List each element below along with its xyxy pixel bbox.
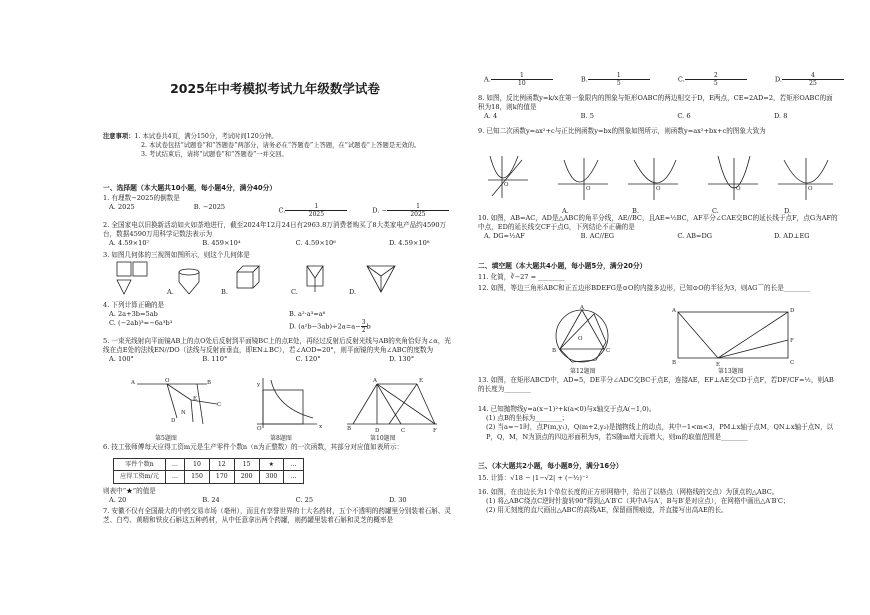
q3-option-c: C. bbox=[291, 288, 298, 296]
q6-table bbox=[113, 458, 304, 483]
figure-13-caption: 第13题图 bbox=[718, 368, 744, 375]
q9-stem: 9. 已知二次函数y=ax²+c与正比例函数y=bx的图象如图所示，则函数y=ax²+bx+c的图象大致为 bbox=[478, 127, 766, 135]
svg-text:F: F bbox=[790, 338, 794, 344]
svg-text:B: B bbox=[347, 426, 352, 432]
q16-part-2: (2) 用无刻度的直尺画出△ABC的高线AE，保留画图痕迹，并直接写出高AE的长。 bbox=[486, 506, 728, 515]
q7-option-b: B. $\frac{1}{5}$ bbox=[581, 72, 650, 87]
q1-option-b: B. −2025 bbox=[193, 203, 226, 212]
q8-option-d: D. 8 bbox=[773, 112, 788, 121]
figures-12-13 bbox=[548, 306, 818, 366]
question-6 bbox=[103, 443, 453, 505]
svg-text:O: O bbox=[165, 378, 170, 384]
q6-option-c: C. 25 bbox=[295, 495, 314, 504]
table-cell: 12 bbox=[209, 459, 234, 471]
question-2 bbox=[103, 221, 453, 249]
question-4 bbox=[103, 301, 453, 334]
question-9 bbox=[478, 127, 838, 136]
svg-text:D: D bbox=[375, 428, 380, 434]
question-14 bbox=[478, 405, 838, 442]
table-cell: 300 bbox=[259, 471, 284, 483]
svg-text:D: D bbox=[171, 418, 176, 424]
q9-option-d: D. bbox=[784, 207, 792, 215]
q5-option-b: B. 110° bbox=[202, 355, 228, 364]
svg-text:O: O bbox=[257, 426, 262, 432]
q14-part-2: (2) 当a=−1时，点P(m,y₁)，Q(m+2,y₂)是抛物线上的动点，其中−1<m<3，PM⊥x轴于点M，QN⊥x轴于点N，以P，Q，M，N为顶点的四边形面积为S，若S随m增大而增大，则m的取值范围是________ bbox=[486, 423, 834, 441]
q4-option-a: A. 2a+3b=5ab bbox=[109, 310, 158, 319]
notice-line-1: 1. 本试卷共4页，满分150分，考试时间120分钟。 bbox=[134, 133, 278, 140]
q10-option-b: B. AC//EG bbox=[580, 232, 615, 241]
q8-option-b: B. 5 bbox=[580, 112, 594, 121]
svg-text:E: E bbox=[716, 362, 721, 368]
table-cell: 170 bbox=[209, 471, 234, 483]
svg-text:C: C bbox=[790, 360, 795, 366]
table-cell: ★ bbox=[259, 459, 284, 471]
q6-option-a: A. 20 bbox=[109, 495, 127, 504]
table-cell: 200 bbox=[234, 471, 259, 483]
q4-row-2 bbox=[103, 319, 453, 334]
q10-stem: 10. 如图，AB=AC，AD是△ABC的角平分线，AE//BC，且AE=½BC，AF平分∠CAE交BC的延长线于点F，点G为AF的中点，ED的延长线交CF于点G，下列结论不正确的是 bbox=[478, 214, 838, 232]
table-cell: 应得工资m/元 bbox=[114, 471, 166, 483]
svg-text:O: O bbox=[656, 186, 661, 192]
table-cell: 零件个数n bbox=[114, 459, 166, 471]
q4-option-b: B. a²·a³=a⁶ bbox=[289, 310, 326, 319]
question-12: 12. 如图，等边三角形ABC和正五边形BDEFG是⊙O的内接多边形，已知⊙O的半径为3，则AG⌒的长是________ bbox=[478, 284, 811, 292]
q14-stem: 14. 已知抛物线y=a(x−1)²+k(a<0)与x轴交于点A(−1,0)。 bbox=[478, 405, 656, 413]
svg-text:O: O bbox=[504, 182, 509, 188]
question-7 bbox=[103, 507, 453, 525]
figure-8-caption: 第8题图 bbox=[270, 435, 292, 442]
q3-option-b: B. bbox=[221, 288, 228, 296]
q10-option-a: A. DG=½AF bbox=[484, 232, 525, 241]
svg-text:C: C bbox=[217, 402, 222, 408]
q1-stem: 1. 有理数−2025的倒数是 bbox=[103, 194, 180, 202]
svg-text:O: O bbox=[586, 186, 591, 192]
svg-text:O: O bbox=[736, 186, 741, 192]
svg-text:x: x bbox=[319, 424, 323, 430]
q2-option-b: B. 459×10⁴ bbox=[202, 239, 241, 248]
notice-label: 注意事项： bbox=[103, 133, 135, 140]
q7-option-c: C. $\frac{2}{5}$ bbox=[678, 72, 747, 87]
table-cell: … bbox=[165, 459, 184, 471]
section-1-heading: 一、选择题（本大题共10小题，每小题4分，满分40分） bbox=[103, 184, 277, 192]
figure-5-caption: 第5题图 bbox=[155, 435, 177, 442]
table-cell: … bbox=[284, 471, 303, 483]
q9-option-a: A. bbox=[562, 207, 569, 215]
right-column bbox=[478, 0, 838, 615]
q5-option-c: C. 120° bbox=[295, 355, 321, 364]
q8-options bbox=[478, 112, 838, 121]
q4-row-1 bbox=[103, 310, 453, 319]
notice-block bbox=[103, 132, 453, 159]
section-3-heading: 三、（本大题共2小题，每小题8分，满分16分） bbox=[478, 462, 623, 470]
q7-option-a: A. $\frac{1}{10}$ bbox=[484, 72, 553, 87]
svg-text:C: C bbox=[401, 428, 406, 434]
q5-option-a: A. 100° bbox=[109, 355, 134, 364]
q6-option-d: D. 30 bbox=[388, 495, 407, 504]
q6-after: 则表中“★”的值是 bbox=[103, 486, 156, 495]
svg-text:C: C bbox=[606, 348, 611, 354]
svg-text:A: A bbox=[131, 380, 135, 386]
table-cell: … bbox=[165, 471, 184, 483]
q2-option-a: A. 4.59×10⁷ bbox=[109, 239, 150, 248]
q5-stem: 5. 一束光线射向平面镜AB上的点O处后反射到平面镜BC上的点E处，再经过反射后反射光线与AB的夹角恰好为∠α，光线在点E处的法线EN//DO（法线与反射面垂直，即EN⊥BC），若∠AOD=20°，则平面镜的夹角∠ABC的度数为 bbox=[103, 337, 451, 355]
q5-options bbox=[103, 355, 453, 364]
q7-option-d: D. $\frac{4}{25}$ bbox=[775, 72, 844, 87]
q2-stem: 2. 全国家电以旧换新活动如火如荼地进行，截至2024年12月24日有2963.8万消费者购买了8大类家电产品约4590万台，数据4590万用科学记数法表示为 bbox=[103, 221, 447, 239]
question-15: 15. 计算：√18 − |1−√2| + (−½)⁻² bbox=[478, 474, 589, 482]
svg-text:A: A bbox=[373, 378, 377, 384]
figures-5-8-10 bbox=[107, 378, 447, 434]
q1-option-a: A. 2025 bbox=[109, 203, 135, 212]
q2-option-d: D. 4.59×10⁸ bbox=[388, 239, 430, 248]
section-2-heading: 二、填空题（本大题共4小题，每小题5分，满分20分） bbox=[478, 262, 647, 270]
question-8 bbox=[478, 94, 838, 122]
q4-option-c: C. (−2ab)³=−6a³b³ bbox=[109, 319, 173, 328]
svg-text:D: D bbox=[790, 308, 795, 314]
svg-text:A: A bbox=[672, 308, 676, 314]
svg-text:B: B bbox=[552, 348, 557, 354]
q3-stem: 3. 如图几何体的三视图如图所示，则这个几何体是 bbox=[103, 251, 250, 259]
q4-option-d: D. (a²b−3ab)÷2a=a− $\frac{3}{2}$ b bbox=[289, 319, 371, 335]
svg-text:F: F bbox=[433, 428, 437, 434]
q16-part-1: (1) 将△ABC绕点C逆时针旋转90°得到△A′B′C（其中A与A′，B与B′是对应点），在网格中画出△A′B′C； bbox=[486, 497, 790, 506]
left-column bbox=[95, 0, 455, 615]
table-cell: 15 bbox=[234, 459, 259, 471]
notice-line-3: 3. 考试结束后，请将“试题卷”和“答题卷”一并交回。 bbox=[141, 151, 288, 158]
q7-options bbox=[478, 72, 848, 87]
q7-stem: 7. 安徽不仅有全国最大的中药交易市场（亳州），而且有享誉世界的十大名药材，五个不透明的药罐里分别装着石斛、灵芝、白芍、黄精和铁皮石斛这五种药材，从中任意拿出两个药罐，则药罐里装着石斛和灵芝的概率是 bbox=[103, 507, 451, 525]
q9-option-c: C. bbox=[712, 207, 719, 215]
table-row bbox=[114, 471, 304, 483]
q8-option-a: A. 4 bbox=[484, 112, 498, 121]
svg-text:B: B bbox=[207, 380, 212, 386]
q3-option-a: A. bbox=[167, 288, 174, 296]
q14-part-1: (1) 点B的坐标为________； bbox=[486, 414, 569, 423]
q9-option-b: B. bbox=[632, 207, 639, 215]
q10-options bbox=[478, 232, 838, 241]
q16-stem: 16. 如图，在由边长为1个单位长度的正方形网格中，给出了以格点（网格线的交点）为顶点的△ABC。 bbox=[478, 488, 779, 496]
table-row bbox=[114, 459, 304, 471]
svg-text:N: N bbox=[181, 410, 186, 416]
q2-options bbox=[103, 239, 453, 248]
figure-10-caption: 第10题图 bbox=[370, 435, 396, 442]
q9-graphs bbox=[488, 150, 838, 206]
q4-stem: 4. 下列计算正确的是 bbox=[103, 301, 165, 309]
svg-text:E: E bbox=[419, 378, 424, 384]
q5-option-d: D. 130° bbox=[388, 355, 415, 364]
q1-options bbox=[103, 203, 453, 218]
question-10 bbox=[478, 214, 838, 242]
q8-stem: 8. 如图，反比例函数y=k/x在第一象限内的图象与矩形OABC的两边相交于D，E两点，CE=2AD=2，若矩形OABC的面积为18，则k的值是 bbox=[478, 94, 833, 112]
svg-text:O: O bbox=[578, 336, 583, 342]
exam-title: 2025年中考模拟考试九年级数学试卷 bbox=[170, 81, 380, 96]
svg-text:E: E bbox=[193, 396, 198, 402]
svg-text:O: O bbox=[808, 186, 813, 192]
table-cell: 10 bbox=[185, 459, 210, 471]
q10-option-c: C. AB=DG bbox=[677, 232, 713, 241]
q1-option-d: D. − $\frac{1}{2025}$ bbox=[372, 203, 449, 218]
svg-text:y: y bbox=[257, 382, 261, 388]
table-cell: 150 bbox=[185, 471, 210, 483]
q3-option-d: D. bbox=[349, 288, 357, 296]
question-16 bbox=[478, 488, 838, 516]
q10-option-d: D. AD⊥EG bbox=[773, 232, 810, 241]
question-1 bbox=[103, 194, 453, 218]
figure-12-caption: 第12题图 bbox=[570, 368, 596, 375]
question-5 bbox=[103, 337, 453, 365]
svg-text:B: B bbox=[672, 360, 677, 366]
q6-options bbox=[103, 496, 453, 505]
q8-option-c: C. 6 bbox=[677, 112, 691, 121]
notice-line-2: 2. 本试卷包括“试题卷”和“答题卷”两部分，请务必在“答题卷”上答题，在“试题卷”上答题是无效的。 bbox=[141, 142, 421, 149]
question-11: 11. 化简，∛−27 = ________ bbox=[478, 273, 565, 281]
q1-option-c: C. $\frac{1}{2025}$ bbox=[279, 203, 348, 218]
q6-option-b: B. 24 bbox=[202, 495, 220, 504]
q2-option-c: C. 4.59×10⁶ bbox=[295, 239, 336, 248]
question-13: 13. 如图，在矩形ABCD中，AD=5，DE平分∠ADC交BC于点E，连接AE，EF⊥AE交CD于点F，若DF/CF=½，则AB的长度为________ bbox=[478, 376, 834, 394]
svg-text:A: A bbox=[580, 305, 584, 311]
table-cell: … bbox=[284, 459, 303, 471]
q6-stem: 6. 技工张师傅每天应得工资m元是生产零件个数n（n为正整数）的一次函数，其部分对应值如表所示： bbox=[103, 443, 404, 451]
